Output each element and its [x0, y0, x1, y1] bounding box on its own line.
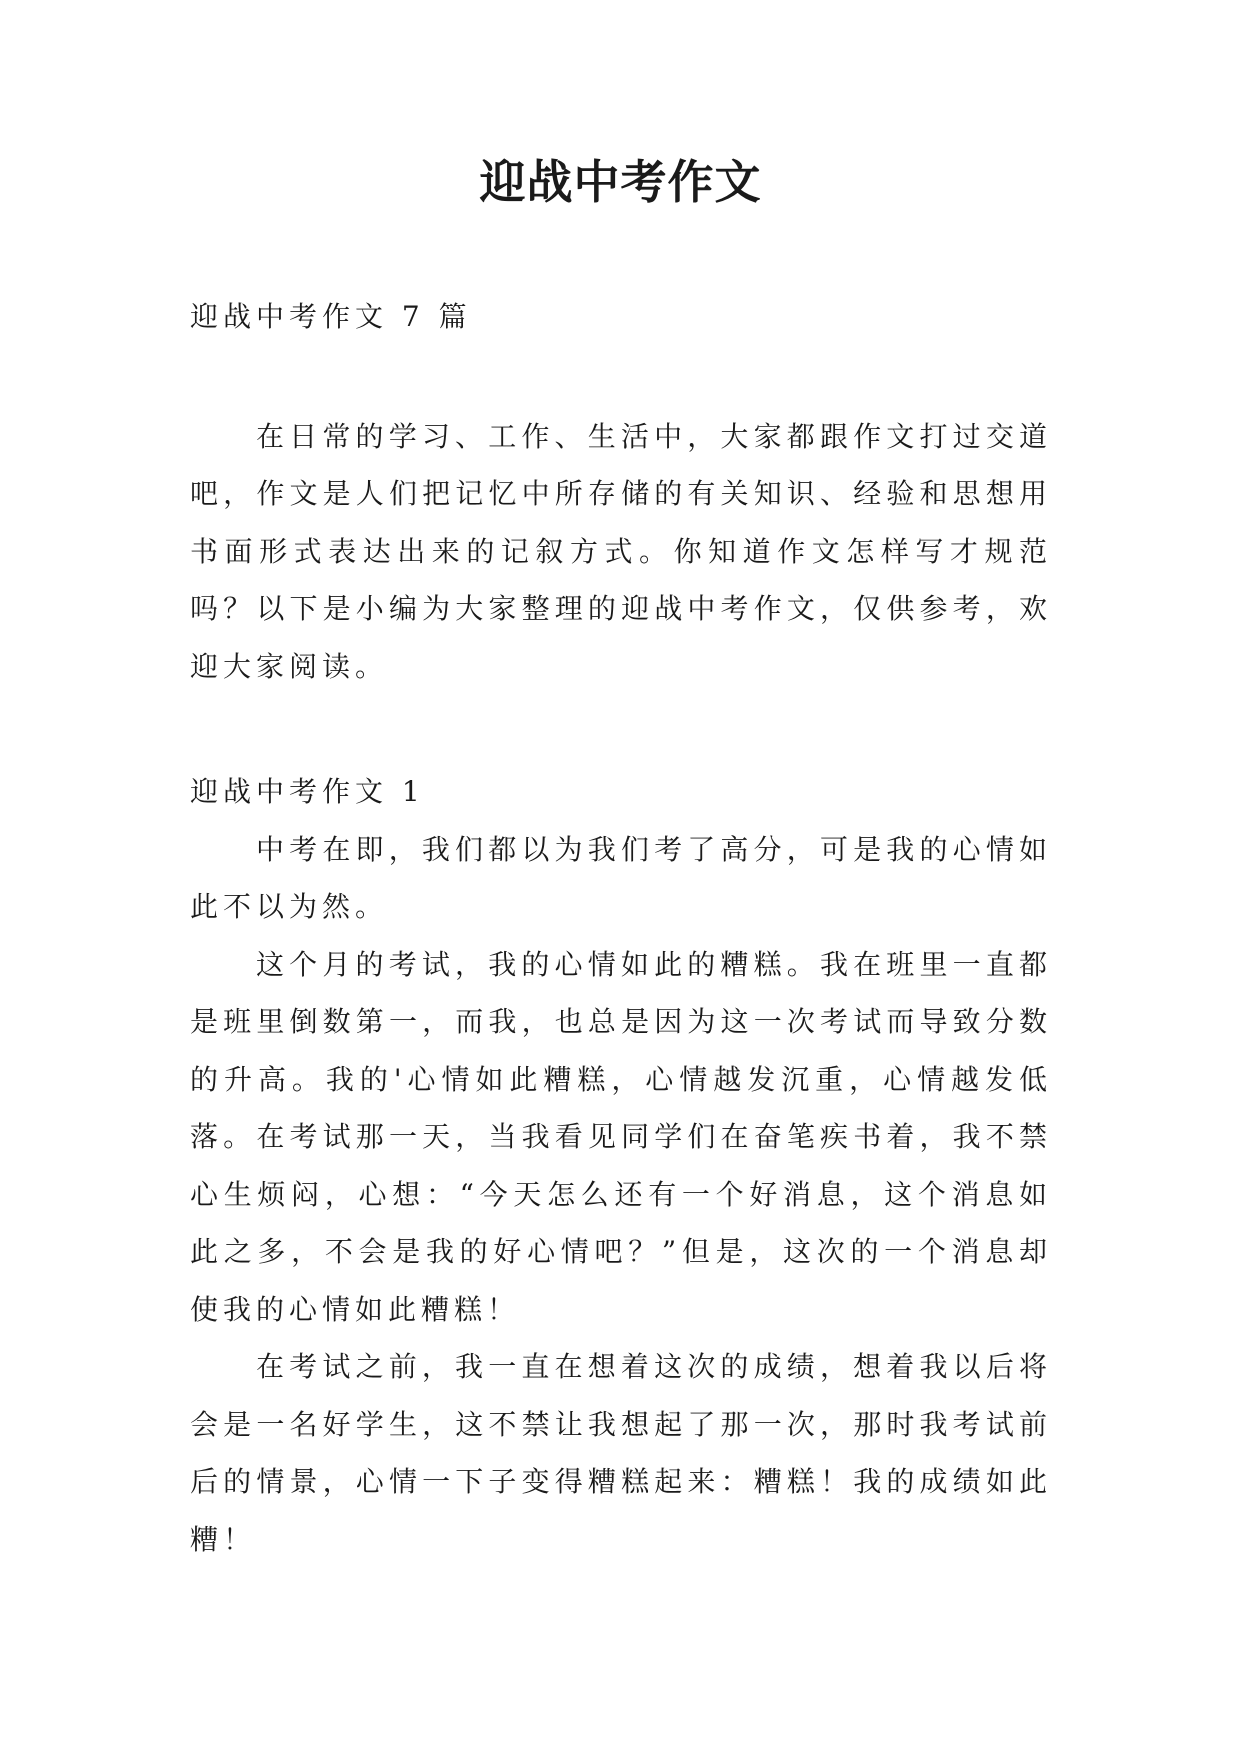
body-paragraph-3: 在考试之前，我一直在想着这次的成绩，想着我以后将会是一名好学生，这不禁让我想起了那一次，那时我考试前后的情景，心情一下子变得糟糕起来：糟糕！我的成绩如此糟！ [190, 1350, 1052, 1556]
spacer [190, 695, 1052, 763]
document-subtitle: 迎战中考作文 7 篇 [190, 300, 472, 333]
document-body [190, 288, 1052, 1568]
body-paragraph-1: 中考在即，我们都以为我们考了高分，可是我的心情如此不以为然。 [190, 832, 1052, 923]
section-heading: 迎战中考作文 1 [190, 775, 425, 808]
document-title: 迎战中考作文 [479, 155, 762, 209]
body-paragraph-2: 这个月的考试，我的心情如此的糟糕。我在班里一直都是班里倒数第一，而我，也总是因为这一次考试而导致分数的升高。我的'心情如此糟糕，心情越发沉重，心情越发低落。在考试那一天，当我看见同学们在奋笔疾书着，我不禁心生烦闷，心想：“今天怎么还有一个好消息，这个消息如此之多，不会是我的好心情吧？”但是，这次的一个消息却使我的心情如此糟糕！ [190, 947, 1052, 1326]
intro-paragraph: 在日常的学习、工作、生活中，大家都跟作文打过交道吧，作文是人们把记忆中所存储的有关知识、经验和思想用书面形式表达出来的记叙方式。你知道作文怎样写才规范吗？以下是小编为大家整理的迎战中考作文，仅供参考，欢迎大家阅读。 [190, 419, 1052, 683]
spacer [190, 346, 1052, 408]
